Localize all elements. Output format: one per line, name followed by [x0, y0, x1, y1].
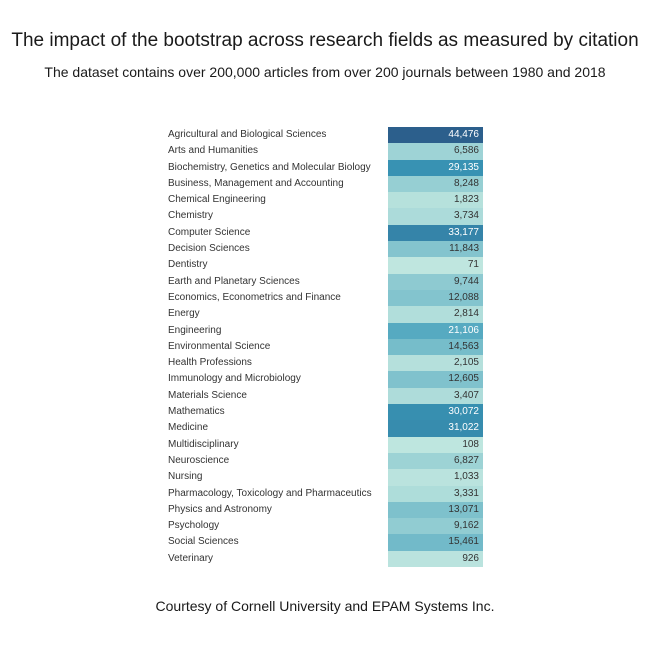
- category-label: Medicine: [168, 422, 209, 434]
- category-label: Veterinary: [168, 552, 214, 564]
- category-label: Environmental Science: [168, 340, 271, 352]
- value-cell: 12,088: [388, 290, 483, 306]
- highlight-table: [168, 127, 483, 567]
- table-row: [168, 437, 483, 453]
- value-cell: 30,072: [388, 404, 483, 420]
- category-label: Neuroscience: [168, 454, 230, 466]
- category-label: Arts and Humanities: [168, 145, 259, 157]
- value-cell: 29,135: [388, 160, 483, 176]
- value-cell: 31,022: [388, 420, 483, 436]
- category-label: Materials Science: [168, 389, 247, 401]
- value-cell: 8,248: [388, 176, 483, 192]
- category-label: Mathematics: [168, 406, 225, 418]
- category-label: Multidisciplinary: [168, 438, 239, 450]
- category-label: Biochemistry, Genetics and Molecular Biology: [168, 161, 371, 173]
- table-row: [168, 534, 483, 550]
- value-cell: 33,177: [388, 225, 483, 241]
- value-cell: 15,461: [388, 534, 483, 550]
- table-row: [168, 518, 483, 534]
- table-row: [168, 486, 483, 502]
- category-label: Engineering: [168, 324, 222, 336]
- table-row: [168, 176, 483, 192]
- value-cell: 6,586: [388, 143, 483, 159]
- category-label: Health Professions: [168, 357, 252, 369]
- value-cell: 6,827: [388, 453, 483, 469]
- table-row: [168, 208, 483, 224]
- table-row: [168, 143, 483, 159]
- chart-title: The impact of the bootstrap across research fields as measured by citation: [11, 30, 639, 51]
- table-row: [168, 160, 483, 176]
- table-row: [168, 225, 483, 241]
- table-row: [168, 502, 483, 518]
- value-cell: 2,814: [388, 306, 483, 322]
- category-label: Economics, Econometrics and Finance: [168, 291, 341, 303]
- category-label: Social Sciences: [168, 536, 239, 548]
- value-cell: 9,162: [388, 518, 483, 534]
- table-row: [168, 453, 483, 469]
- table-row: [168, 127, 483, 143]
- table-row: [168, 241, 483, 257]
- table-row: [168, 257, 483, 273]
- value-cell: 9,744: [388, 274, 483, 290]
- value-cell: 44,476: [388, 127, 483, 143]
- table-row: [168, 323, 483, 339]
- table-row: [168, 355, 483, 371]
- table-row: [168, 290, 483, 306]
- footer-credit: Courtesy of Cornell University and EPAM Systems Inc.: [155, 598, 495, 614]
- category-label: Energy: [168, 308, 200, 320]
- category-label: Physics and Astronomy: [168, 503, 272, 515]
- category-label: Immunology and Microbiology: [168, 373, 301, 385]
- value-cell: 3,331: [388, 486, 483, 502]
- table-row: [168, 274, 483, 290]
- table-row: [168, 420, 483, 436]
- value-cell: 12,605: [388, 371, 483, 387]
- table-row: [168, 371, 483, 387]
- chart-subtitle: The dataset contains over 200,000 articles from over 200 journals between 1980 and 2018: [44, 64, 606, 80]
- category-label: Agricultural and Biological Sciences: [168, 129, 327, 140]
- category-label: Chemistry: [168, 210, 214, 222]
- category-label: Decision Sciences: [168, 243, 250, 255]
- table-row: [168, 192, 483, 208]
- value-cell: 1,823: [388, 192, 483, 208]
- table-row: [168, 339, 483, 355]
- value-cell: 926: [388, 551, 483, 567]
- category-label: Business, Management and Accounting: [168, 177, 344, 189]
- value-cell: 1,033: [388, 469, 483, 485]
- table-row: [168, 404, 483, 420]
- value-cell: 3,734: [388, 208, 483, 224]
- value-cell: 11,843: [388, 241, 483, 257]
- category-label: Chemical Engineering: [168, 194, 266, 206]
- category-label: Psychology: [168, 520, 220, 532]
- value-cell: 71: [388, 257, 483, 273]
- value-cell: 14,563: [388, 339, 483, 355]
- category-label: Earth and Planetary Sciences: [168, 275, 300, 287]
- value-cell: 108: [388, 437, 483, 453]
- category-label: Dentistry: [168, 259, 208, 271]
- table-row: [168, 551, 483, 567]
- table-row: [168, 388, 483, 404]
- value-cell: 21,106: [388, 323, 483, 339]
- value-cell: 2,105: [388, 355, 483, 371]
- category-label: Pharmacology, Toxicology and Pharmaceutics: [168, 487, 372, 499]
- table-row: [168, 469, 483, 485]
- value-cell: 13,071: [388, 502, 483, 518]
- value-cell: 3,407: [388, 388, 483, 404]
- category-label: Nursing: [168, 471, 203, 483]
- category-label: Computer Science: [168, 226, 251, 238]
- table-row: [168, 306, 483, 322]
